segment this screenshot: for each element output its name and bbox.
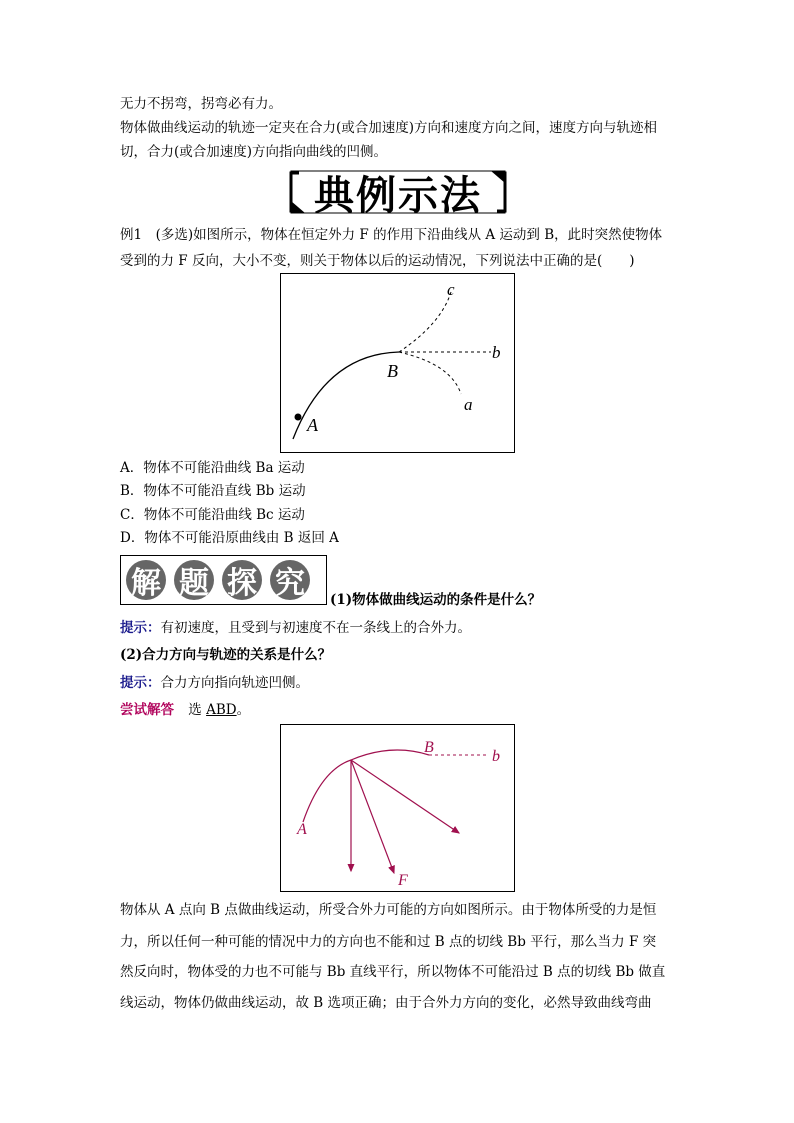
attempt-answer: ABD [206,702,237,718]
hint-label: 提示： [120,620,161,636]
section-banner [287,167,509,217]
question-1: (1)物体做曲线运动的条件是什么？ [330,592,542,608]
example-line-1: 例1 (多选)如图所示，物体在恒定外力 F 的作用下沿曲线从 A 运动到 B，此时突然使物体 [120,227,663,243]
option-a: A．物体不可能沿曲线 Ba 运动 [120,460,305,476]
intro-line-1: 无力不拐弯，拐弯必有力。 [120,96,282,112]
label2-B: B [424,739,434,756]
figure-force-directions [280,724,515,892]
force-arrow-2 [351,760,394,873]
trajectory-diagram [281,274,514,452]
option-b: B．物体不可能沿直线 Bb 运动 [120,483,306,499]
label-a: a [464,395,473,414]
force-arrow-3 [351,760,459,833]
intro-line-2: 物体做曲线运动的轨迹一定夹在合力(或合加速度)方向和速度方向之间，速度方向与轨迹相 [120,120,658,136]
explore-char-4: 究 [270,560,310,600]
hint-2 [120,674,309,692]
attempt-pre: 选 [188,702,202,718]
intro-line-3: 切，合力(或合加速度)方向指向曲线的凹侧。 [120,144,388,160]
explanation-line-1: 物体从 A 点向 B 点做曲线运动，所受合外力可能的方向如图所示。由于物体所受的力是恒 [120,902,657,918]
attempt-label: 尝试解答 [120,702,174,718]
hint-2-text: 合力方向指向轨迹凹侧。 [160,675,309,691]
explore-badge [120,555,327,605]
attempt-post: 。 [236,702,251,718]
banner-title: 典例示法 [314,171,482,219]
explore-char-1: 解 [126,560,166,600]
attempt-line [120,701,250,719]
figure-trajectory [280,273,515,453]
label2-A: A [297,821,307,838]
curve-A-to-B-2 [303,750,429,822]
curve-Bc [399,292,451,352]
hint-1 [120,619,471,637]
label-c: c [447,280,455,299]
point-A [295,414,302,421]
label-b: b [492,343,501,362]
question-2: (2)合力方向与轨迹的关系是什么？ [120,647,332,663]
label2-b: b [492,748,500,765]
label-A: A [307,415,318,435]
explanation-line-2: 力，所以任何一种可能的情况中力的方向也不能和过 B 点的切线 Bb 平行，那么当力 F 突 [120,934,657,950]
option-c: C．物体不可能沿曲线 Bc 运动 [120,507,305,523]
label-B: B [387,361,398,381]
explanation-line-3: 然反向时，物体受的力也不可能与 Bb 直线平行，所以物体不可能沿过 B 点的切线 Bb 做直 [120,964,666,980]
curve-Ba [399,352,461,394]
hint-1-text: 有初速度，且受到与初速度不在一条线上的合外力。 [160,620,471,636]
example-line-2: 受到的力 F 反向，大小不变，则关于物体以后的运动情况，下列说法中正确的是( ) [120,253,635,269]
explore-char-3: 探 [222,560,262,600]
option-d: D．物体不可能沿原曲线由 B 返回 A [120,530,339,546]
explanation-line-4: 线运动，物体仍做曲线运动，故 B 选项正确；由于合外力方向的变化，必然导致曲线弯曲 [120,995,652,1011]
hint-label-2: 提示： [120,675,161,691]
explore-char-2: 题 [174,560,214,600]
label2-F: F [398,872,408,889]
force-diagram [281,725,514,891]
